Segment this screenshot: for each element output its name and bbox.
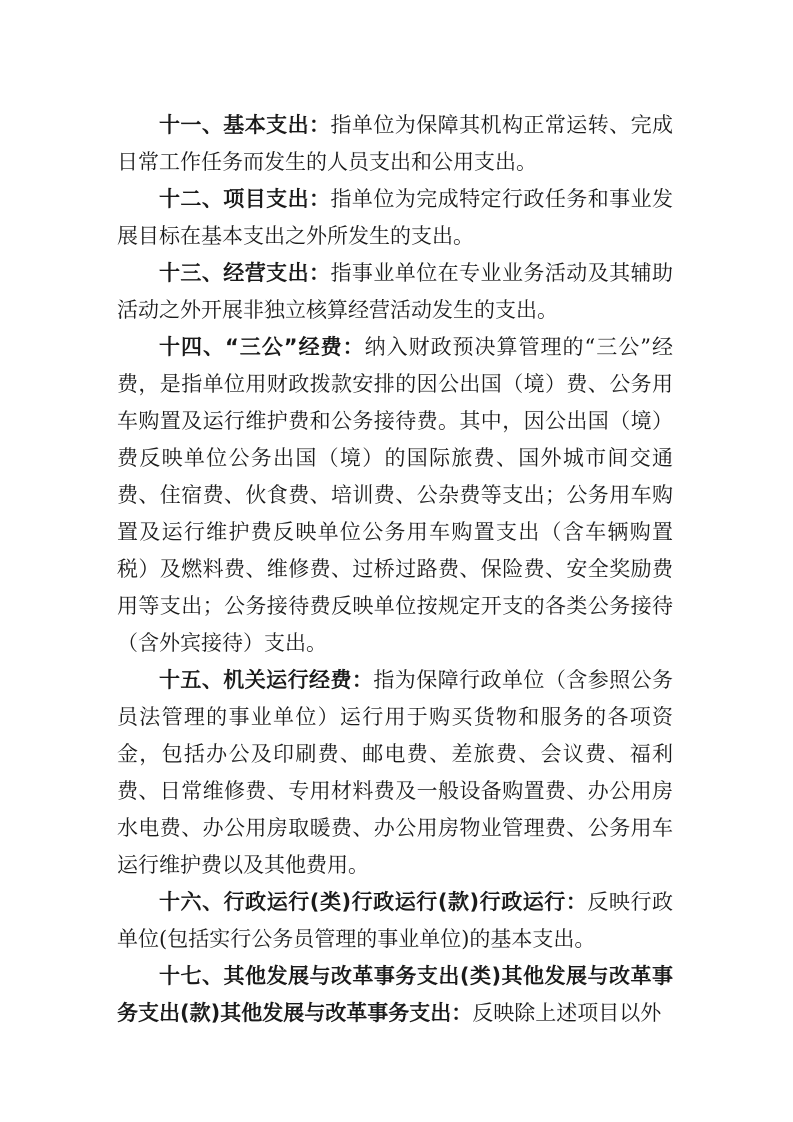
term-basic-expenditure: 十一、基本支出： xyxy=(159,113,331,137)
paragraph-operating-expenditure xyxy=(117,255,673,329)
term-agency-operating-funds: 十五、机关运行经费： xyxy=(159,668,374,692)
definition-basic-expenditure: 指单位为保障其机构正常运转、完成日常工作任务而发生的人员支出和公用支出。 xyxy=(117,113,674,174)
paragraph-agency-operating-funds xyxy=(117,662,673,884)
paragraph-basic-expenditure xyxy=(117,107,673,181)
definition-administrative-operation: 反映行政单位(包括实行公务员管理的事业单位)的基本支出。 xyxy=(117,890,674,951)
definition-agency-operating-funds: 指为保障行政单位（含参照公务员法管理的事业单位）运行用于购买货物和服务的各项资金，包括办公及印刷费、邮电费、差旅费、会议费、福利费、日常维修费、专用材料费及一般设备购置费、办公用房水电费、办公用房取暖费、办公用房物业管理费、公务用车运行维护费以及其他费用。 xyxy=(117,668,674,877)
paragraph-other-reform-expenditure xyxy=(117,958,673,1032)
definition-three-public-expenses: 纳入财政预决算管理的“三公”经费，是指单位用财政拨款安排的因公出国（境）费、公务用车购置及运行维护费和公务接待费。其中，因公出国（境）费反映单位公务出国（境）的国际旅费、国外城市间交通费、住宿费、伙食费、培训费、公杂费等支出；公务用车购置及运行维护费反映单位公务用车购置支出（含车辆购置税）及燃料费、维修费、过桥过路费、保险费、安全奖励费用等支出；公务接待费反映单位按规定开支的各类公务接待（含外宾接待）支出。 xyxy=(117,335,673,655)
term-operating-expenditure: 十三、经营支出： xyxy=(159,261,331,285)
definition-operating-expenditure: 指事业单位在专业业务活动及其辅助活动之外开展非独立核算经营活动发生的支出。 xyxy=(117,261,674,322)
definition-other-reform-expenditure: 反映除上述项目以外 xyxy=(472,1001,662,1025)
paragraph-project-expenditure xyxy=(117,181,673,255)
term-other-reform-expenditure: 十七、其他发展与改革事务支出(类)其他发展与改革事务支出(款)其他发展与改革事务支出： xyxy=(117,964,673,1025)
paragraph-three-public-expenses xyxy=(117,329,673,662)
document-body xyxy=(117,107,673,1032)
term-three-public-expenses: 十四、“三公”经费： xyxy=(159,335,365,359)
term-project-expenditure: 十二、项目支出： xyxy=(159,187,331,211)
term-administrative-operation: 十六、行政运行(类)行政运行(款)行政运行： xyxy=(159,890,588,914)
paragraph-administrative-operation xyxy=(117,884,673,958)
definition-project-expenditure: 指单位为完成特定行政任务和事业发展目标在基本支出之外所发生的支出。 xyxy=(117,187,674,248)
